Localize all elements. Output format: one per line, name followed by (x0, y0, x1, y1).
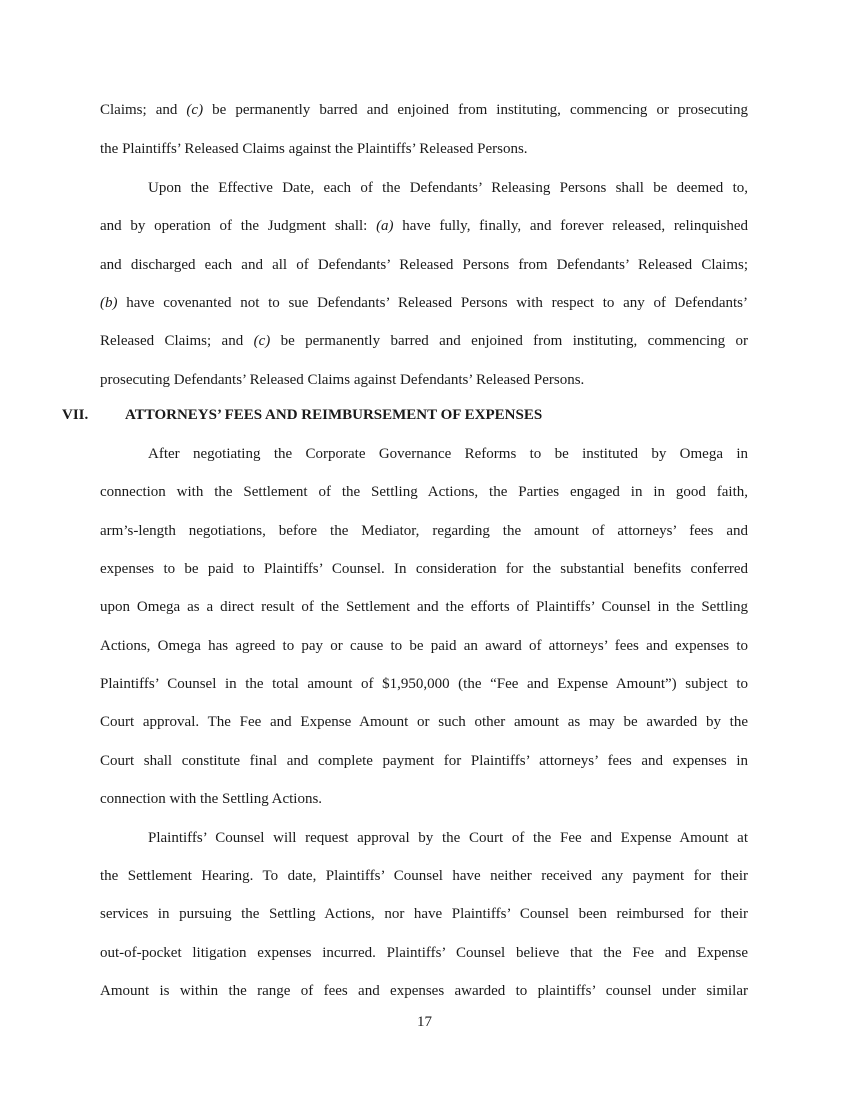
paragraph-line: (b) have covenanted not to sue Defendants’ Released Persons with respect to any of Defendants’ (100, 295, 748, 311)
paragraph-line: Plaintiffs’ Counsel will request approval by the Court of the Fee and Expense Amount at (148, 830, 748, 846)
paragraph-line: connection with the Settlement of the Settling Actions, the Parties engaged in in good faith, (100, 484, 748, 500)
paragraph-line: Actions, Omega has agreed to pay or cause to be paid an award of attorneys’ fees and expenses to (100, 638, 748, 654)
paragraph-line: Amount is within the range of fees and expenses awarded to plaintiffs’ counsel under similar (100, 983, 748, 999)
paragraph-line: connection with the Settling Actions. (100, 791, 323, 807)
paragraph-line: and by operation of the Judgment shall: (a) have fully, finally, and forever released, relinquished (100, 218, 749, 234)
page-number: 17 (417, 1014, 432, 1030)
paragraph-line: Court shall constitute final and complete payment for Plaintiffs’ attorneys’ fees and expenses in (100, 753, 748, 769)
paragraph-line: the Settlement Hearing. To date, Plaintiffs’ Counsel have neither received any payment for their (100, 868, 748, 884)
paragraph-line: prosecuting Defendants’ Released Claims against Defendants’ Released Persons. (100, 372, 585, 388)
paragraph-line: expenses to be paid to Plaintiffs’ Counsel. In consideration for the substantial benefits conferred (100, 561, 748, 577)
paragraph-line: Claims; and (c) be permanently barred and enjoined from instituting, commencing or prosecuting (100, 102, 748, 118)
section-title: ATTORNEYS’ FEES AND REIMBURSEMENT OF EXPENSES (125, 407, 543, 423)
paragraph-line: and discharged each and all of Defendants’ Released Persons from Defendants’ Released Claims; (100, 257, 748, 273)
paragraph-line: Court approval. The Fee and Expense Amount or such other amount as may be awarded by the (100, 714, 748, 730)
paragraph-line: out-of-pocket litigation expenses incurred. Plaintiffs’ Counsel believe that the Fee and Expense (100, 945, 748, 961)
paragraph-line: the Plaintiffs’ Released Claims against the Plaintiffs’ Released Persons. (100, 141, 528, 157)
paragraph-line: Upon the Effective Date, each of the Defendants’ Releasing Persons shall be deemed to, (148, 180, 748, 196)
paragraph-line: services in pursuing the Settling Actions, nor have Plaintiffs’ Counsel been reimbursed for their (100, 906, 748, 922)
paragraph-line: arm’s-length negotiations, before the Mediator, regarding the amount of attorneys’ fees and (100, 523, 748, 539)
paragraph-line: upon Omega as a direct result of the Settlement and the efforts of Plaintiffs’ Counsel in the Settling (100, 599, 748, 615)
section-number: VII. (62, 407, 89, 423)
paragraph-line: Released Claims; and (c) be permanently barred and enjoined from instituting, commencing or (100, 333, 749, 349)
paragraph-line: After negotiating the Corporate Governance Reforms to be instituted by Omega in (148, 446, 748, 462)
paragraph-line: Plaintiffs’ Counsel in the total amount of $1,950,000 (the “Fee and Expense Amount”) subject to (100, 676, 748, 692)
